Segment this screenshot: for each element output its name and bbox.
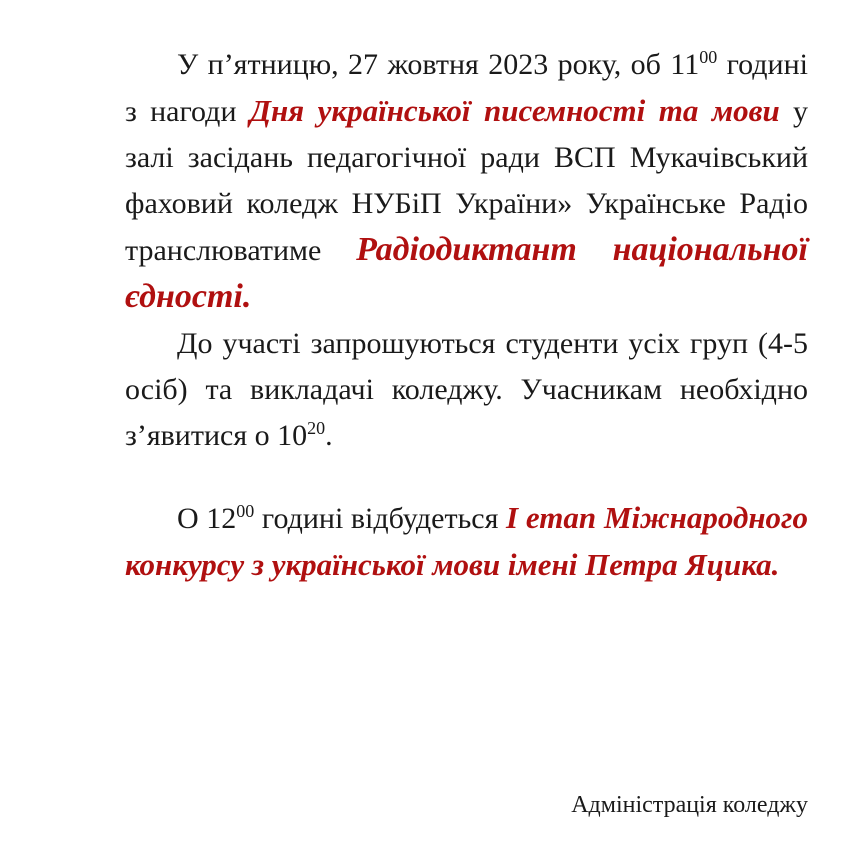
highlight-contest: І етап Міжнародного конкурсу з української мови імені Петра Яцика. — [125, 500, 808, 582]
paragraph-contest — [125, 495, 808, 589]
p2-text-2: . — [325, 419, 333, 452]
highlight-day-of-language: Дня української писемності та мови — [249, 93, 780, 128]
p3-time-superscript: 00 — [236, 501, 255, 521]
p1-time-superscript: 00 — [699, 47, 718, 67]
p3-text-1: О 12 — [177, 502, 237, 535]
signature: Адміністрація коледжу — [571, 792, 808, 818]
p1-text-3: у залі засідань педагогічної ради ВСП Мукачівський фаховий коледж НУБіП України» Українське Радіо транслюватиме — [125, 95, 808, 267]
p2-time-superscript: 20 — [307, 418, 326, 438]
announcement-body — [125, 42, 808, 589]
p1-text-1: У п’ятницю, 27 жовтня 2023 року, об 11 — [177, 48, 700, 81]
p1-text-2: годині з нагоди — [125, 48, 808, 128]
paragraph-gap — [125, 459, 808, 495]
p2-text-1: До участі запрошуються студенти усіх груп (4-5 осіб) та викладачі коледжу. Учасникам необхідно з’явитися о 10 — [125, 327, 808, 452]
paragraph-participants — [125, 321, 808, 459]
paragraph-radio-dictation — [125, 42, 808, 321]
highlight-radio-dictation: Радіодиктант національної єдності. — [125, 231, 808, 315]
p3-text-2: годині відбудеться — [254, 502, 506, 535]
